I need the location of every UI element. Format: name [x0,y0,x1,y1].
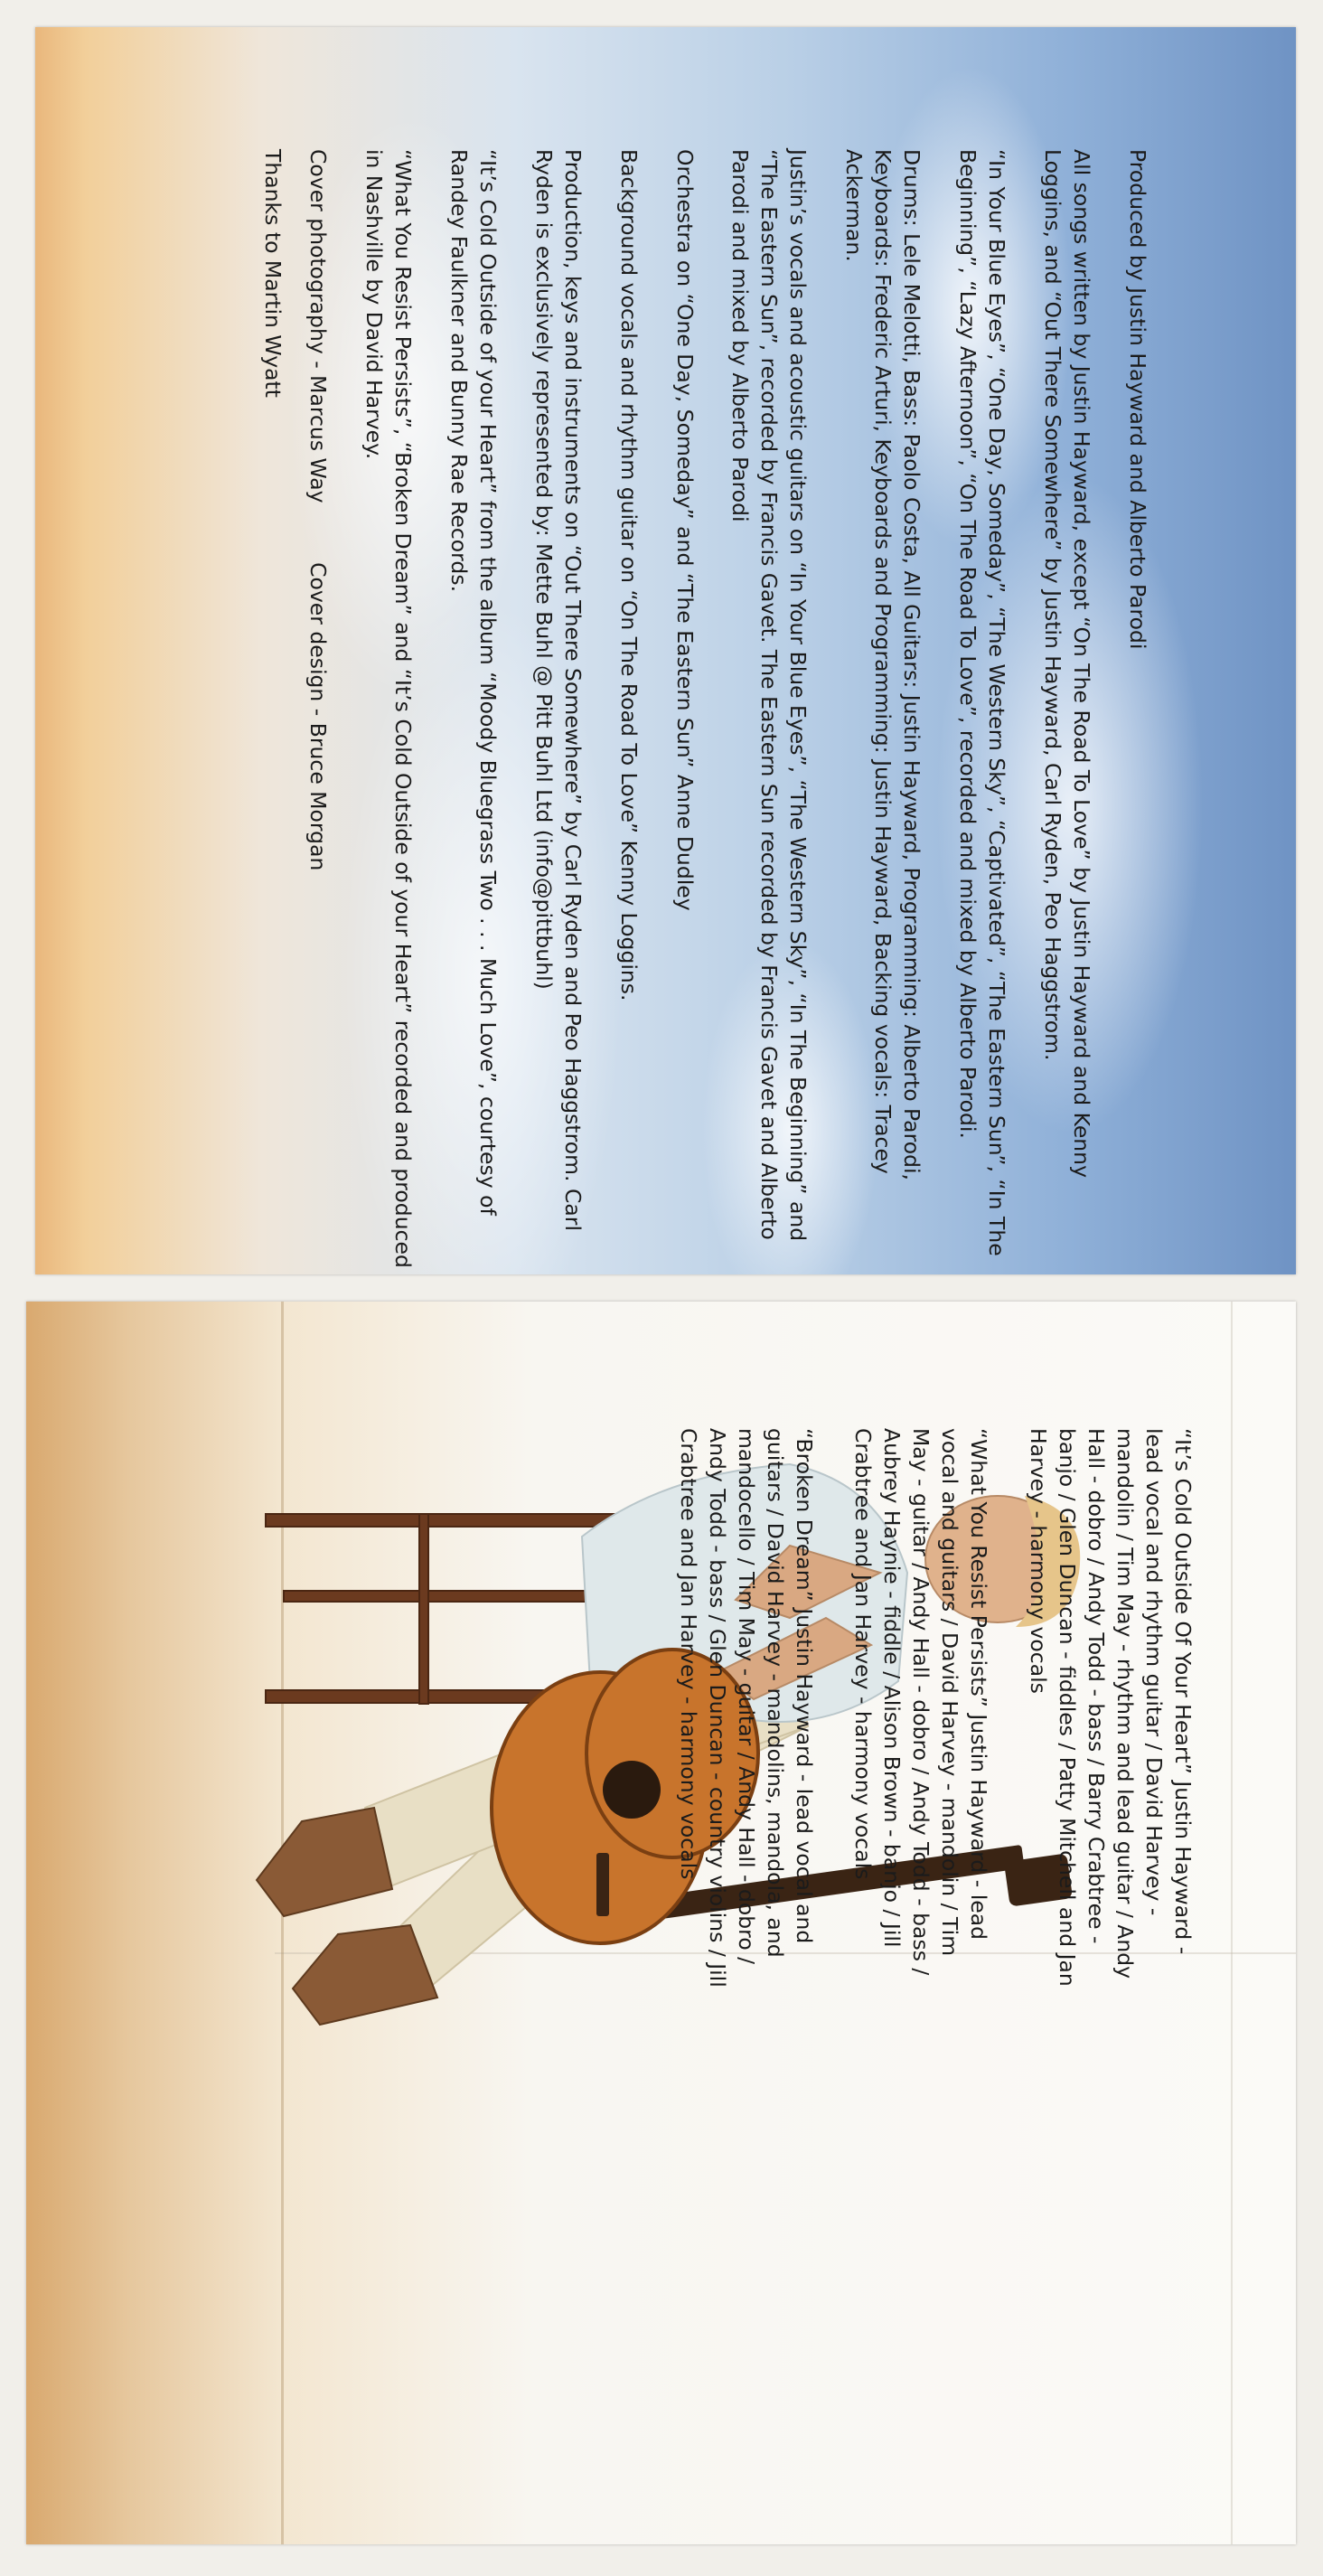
lineup-broken-dream: “Broken Dream” Justin Hayward - lead vocal and guitars / David Harvey - mandolins, mandola, and mandocello / Tim May - guitar / Andy Hall - dobro / Andy Todd - bass / Glen Duncan - country violins / Jill Crabtree and Jan Harvey - harmony vocals [675,1428,817,1988]
sky-credits-panel [35,27,1296,1274]
album-courtesy-credit: “It’s Cold Outside of your Heart” from the album “Moody Bluegrass Two . . . Much Love”, courtesy of Randey Faulkner and Bunny Rae Records. [446,149,501,1216]
vocals-credit: Justin’s vocals and acoustic guitars on “In Your Blue Eyes”, “The Western Sky”, “In The Beginning” and “The Eastern Sun”, recorded by Francis Gavet. The Eastern Sun recorded by Francis Gavet and Alberto Parodi and mixed by Alberto Parodi [727,149,812,1242]
nashville-lineups [643,1428,1196,1988]
thanks-credit: Thanks to Martin Wyatt [259,149,286,398]
recording-credit: “In Your Blue Eyes”, “One Day, Someday”, “The Western Sky”, “Captivated”, “The Eastern Sun”, “In The Beginning”, “Lazy Afternoon”, “On The Road To Love”, recorded and mixed by Alberto Parodi. [955,149,1010,1256]
orchestra-credit: Orchestra on “One Day, Someday” and “The Eastern Sun” Anne Dudley [671,149,698,911]
cover-photography-credit: Cover photography - Marcus Way [305,149,331,503]
cover-credits [258,149,332,1270]
produced-by: Produced by Justin Hayward and Alberto Parodi [1125,149,1150,650]
background-vocals-credit: Background vocals and rhythm guitar on “On The Road To Love” Kenny Loggins. [615,149,642,1001]
lineup-cold-outside: “It’s Cold Outside Of Your Heart” Justin Hayward - lead vocal and rhythm guitar / David Harvey - mandolin / Tim May - rhythm and lead guitar / Andy Hall - dobro / Andy Todd - bass / Barry Crabtree - banjo / Glen Duncan - fiddles / Patty Mitchell and Jan Harvey - harmony vocals [1026,1428,1196,1987]
musicians-credit: Drums: Lele Melotti, Bass: Paolo Costa, All Guitars: Justin Hayward, Programming: Alberto Parodi, Keyboards: Frederic Arturi, Keyboards and Programming: Justin Hayward, Backing vocals: Tracey Ackerman. [841,149,925,1181]
nashville-credit: “What You Resist Persists”, “Broken Dream” and “It’s Cold Outside of your Heart” recorded and produced in Nashville by David Harvey. [361,149,416,1268]
production-credit: Production, keys and instruments on “Out There Somewhere” by Carl Ryden and Peo Haggstrom. Carl Ryden is exclusively represented by: Mette Buhl @ Pitt Buhl Ltd (info@pittbuhl) [530,149,586,1231]
lineup-resist-persists: “What You Resist Persists” Justin Hayward - lead vocal and guitars / David Harvey - mandolin / Tim May - guitar / Andy Hall - dobro / Andy Todd - bass / Aubrey Haynie - fiddle / Alison Brown - banjo / Jill Crabtree and Jan Harvey - harmony vocals [850,1428,992,1976]
songwriting-credit: All songs written by Justin Hayward, except “On The Road To Love” by Justin Hayward and Kenny Loggins, and “Out There Somewhere” by Justin Hayward, Carl Ryden, Peo Haggstrom. [1040,149,1095,1178]
credits-text [241,149,1151,1270]
photo-panel [26,1302,1296,2544]
cover-design-credit: Cover design - Bruce Morgan [305,562,331,871]
